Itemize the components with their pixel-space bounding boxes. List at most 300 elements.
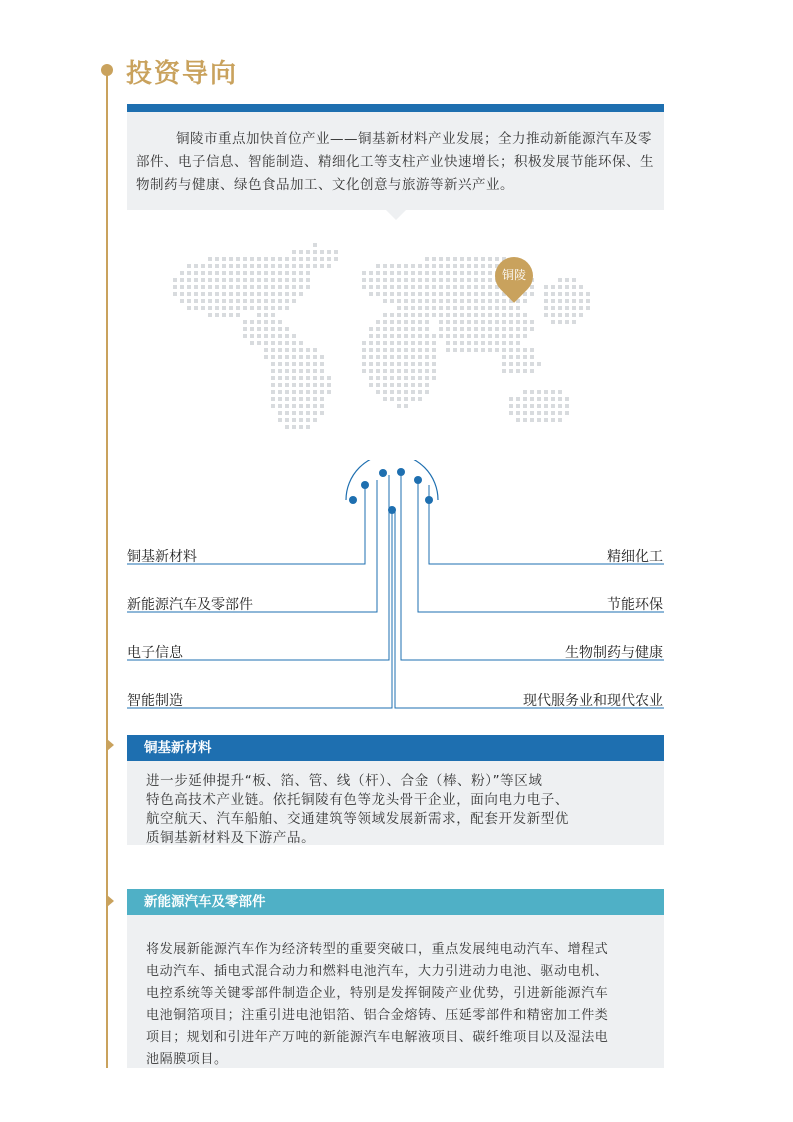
map-dot xyxy=(278,292,282,296)
map-dot xyxy=(278,320,282,324)
map-dot xyxy=(215,257,219,261)
section-line: 将发展新能源汽车作为经济转型的重要突破口，重点发展纯电动汽车、增程式 xyxy=(146,942,609,957)
map-dot xyxy=(523,327,527,331)
map-dot xyxy=(502,341,506,345)
map-dot xyxy=(467,292,471,296)
map-dot xyxy=(495,348,499,352)
page-title: 投资导向 xyxy=(126,59,239,89)
map-dot xyxy=(201,306,205,310)
map-dot xyxy=(432,299,436,303)
map-dot xyxy=(446,334,450,338)
map-dot xyxy=(201,278,205,282)
map-dot xyxy=(236,313,240,317)
map-dot xyxy=(376,327,380,331)
map-dot xyxy=(397,362,401,366)
map-dot xyxy=(495,334,499,338)
map-dot xyxy=(453,257,457,261)
map-dot xyxy=(404,397,408,401)
map-dot xyxy=(271,278,275,282)
map-dot xyxy=(383,264,387,268)
map-dot xyxy=(460,313,464,317)
map-dot xyxy=(222,264,226,268)
map-dot xyxy=(453,264,457,268)
map-dot xyxy=(397,306,401,310)
map-dot xyxy=(425,376,429,380)
line-left-3 xyxy=(127,475,389,660)
map-dot xyxy=(390,348,394,352)
map-dot xyxy=(278,306,282,310)
map-dot xyxy=(264,264,268,268)
map-dot xyxy=(404,369,408,373)
map-dot xyxy=(432,313,436,317)
map-dot xyxy=(481,327,485,331)
map-dot xyxy=(425,362,429,366)
map-dot xyxy=(488,313,492,317)
section-line: 电池铜箔项目；注重引进电池铝箔、铝合金熔铸、压延零部件和精密加工件类 xyxy=(146,1008,609,1023)
map-dot xyxy=(257,278,261,282)
map-dot xyxy=(586,306,590,310)
map-dot xyxy=(390,313,394,317)
map-dot xyxy=(229,299,233,303)
map-dot xyxy=(397,404,401,408)
map-dot xyxy=(404,320,408,324)
map-dot xyxy=(572,285,576,289)
map-dot xyxy=(278,397,282,401)
map-dot xyxy=(306,348,310,352)
map-dot xyxy=(474,348,478,352)
map-dot xyxy=(425,278,429,282)
map-dot xyxy=(432,306,436,310)
map-dot xyxy=(411,341,415,345)
map-dot xyxy=(250,285,254,289)
map-dot xyxy=(558,411,562,415)
map-dot xyxy=(271,355,275,359)
map-dot xyxy=(362,285,366,289)
map-dot xyxy=(369,362,373,366)
map-dot xyxy=(488,341,492,345)
map-dot xyxy=(579,299,583,303)
map-dot xyxy=(299,285,303,289)
map-dot xyxy=(446,257,450,261)
map-dot xyxy=(404,383,408,387)
map-dot xyxy=(292,390,296,394)
map-dot xyxy=(404,348,408,352)
map-dot xyxy=(390,271,394,275)
map-dot xyxy=(502,327,506,331)
map-dot xyxy=(425,257,429,261)
map-dot xyxy=(180,271,184,275)
map-dot xyxy=(250,334,254,338)
map-dot xyxy=(362,369,366,373)
map-dot xyxy=(313,369,317,373)
map-dot xyxy=(411,306,415,310)
map-dot xyxy=(299,383,303,387)
map-dot xyxy=(278,411,282,415)
map-dot xyxy=(481,306,485,310)
map-dot xyxy=(495,313,499,317)
map-dot xyxy=(432,348,436,352)
map-dot xyxy=(271,397,275,401)
map-dot xyxy=(411,334,415,338)
map-dot xyxy=(362,362,366,366)
map-dot xyxy=(383,390,387,394)
map-dot xyxy=(215,264,219,268)
map-dot xyxy=(271,306,275,310)
map-dot xyxy=(404,306,408,310)
map-dot xyxy=(187,292,191,296)
map-dot xyxy=(250,271,254,275)
industry-right-2: 节能环保 xyxy=(607,597,663,613)
map-dot xyxy=(292,285,296,289)
map-dot xyxy=(516,306,520,310)
map-dot xyxy=(236,285,240,289)
map-dot xyxy=(306,264,310,268)
map-dot xyxy=(187,299,191,303)
map-dot xyxy=(530,327,534,331)
map-dot xyxy=(572,299,576,303)
map-dot xyxy=(439,264,443,268)
map-dot xyxy=(439,313,443,317)
map-dot xyxy=(278,383,282,387)
map-dot xyxy=(530,348,534,352)
map-dot xyxy=(509,355,513,359)
map-dot xyxy=(544,397,548,401)
map-dot xyxy=(502,362,506,366)
map-dot xyxy=(530,397,534,401)
map-dot xyxy=(530,418,534,422)
map-dot xyxy=(551,411,555,415)
map-dot xyxy=(530,369,534,373)
map-dot xyxy=(446,292,450,296)
map-dot xyxy=(397,369,401,373)
map-dot xyxy=(572,313,576,317)
map-dot xyxy=(313,418,317,422)
map-dot xyxy=(565,320,569,324)
section-line: 项目；规划和引进年产万吨的新能源汽车电解液项目、碳纤维项目以及湿法电 xyxy=(146,1030,609,1045)
map-dot xyxy=(173,285,177,289)
map-dot xyxy=(460,334,464,338)
map-dot xyxy=(187,271,191,275)
map-dot xyxy=(208,278,212,282)
map-dot xyxy=(250,306,254,310)
map-dot xyxy=(173,278,177,282)
map-dot xyxy=(411,271,415,275)
map-dot xyxy=(369,348,373,352)
map-dot xyxy=(285,369,289,373)
map-dot xyxy=(481,348,485,352)
map-dot xyxy=(320,411,324,415)
map-dot xyxy=(194,264,198,268)
map-dot xyxy=(327,390,331,394)
map-dot xyxy=(439,327,443,331)
map-dot xyxy=(243,271,247,275)
map-dot xyxy=(194,271,198,275)
map-dot xyxy=(474,292,478,296)
map-dot xyxy=(236,271,240,275)
map-dot xyxy=(194,306,198,310)
map-dot xyxy=(194,278,198,282)
map-dot xyxy=(278,299,282,303)
map-dot xyxy=(264,271,268,275)
map-dot xyxy=(488,257,492,261)
map-dot xyxy=(299,376,303,380)
map-dot xyxy=(306,250,310,254)
map-dot xyxy=(425,383,429,387)
map-dot xyxy=(404,341,408,345)
map-dot xyxy=(446,306,450,310)
chain-node xyxy=(397,468,405,476)
map-dot xyxy=(397,299,401,303)
map-dot xyxy=(397,383,401,387)
map-dot xyxy=(488,264,492,268)
map-dot xyxy=(376,369,380,373)
map-dot xyxy=(313,243,317,247)
map-dot xyxy=(565,299,569,303)
map-dot xyxy=(306,397,310,401)
map-dot xyxy=(418,376,422,380)
map-dot xyxy=(285,341,289,345)
map-dot xyxy=(243,299,247,303)
map-dot xyxy=(397,397,401,401)
map-dot xyxy=(488,285,492,289)
map-dot xyxy=(446,313,450,317)
map-dot xyxy=(383,383,387,387)
map-dot xyxy=(537,397,541,401)
map-dot xyxy=(292,257,296,261)
map-dot xyxy=(467,327,471,331)
map-dot xyxy=(390,292,394,296)
map-dot xyxy=(523,320,527,324)
map-dot xyxy=(495,327,499,331)
map-dot xyxy=(397,390,401,394)
map-dot xyxy=(481,320,485,324)
map-dot xyxy=(180,292,184,296)
map-dot xyxy=(523,334,527,338)
map-dot xyxy=(551,404,555,408)
map-dot xyxy=(411,278,415,282)
map-dot xyxy=(201,292,205,296)
map-dot xyxy=(460,271,464,275)
map-dot xyxy=(411,369,415,373)
map-dot xyxy=(306,362,310,366)
map-dot xyxy=(306,404,310,408)
map-dot xyxy=(418,264,422,268)
map-dot xyxy=(418,306,422,310)
map-dot xyxy=(411,320,415,324)
map-dot xyxy=(376,271,380,275)
map-dot xyxy=(299,418,303,422)
map-dot xyxy=(488,278,492,282)
map-dot xyxy=(243,327,247,331)
map-dot xyxy=(369,369,373,373)
map-dot xyxy=(327,250,331,254)
map-dot xyxy=(376,341,380,345)
map-dot xyxy=(446,320,450,324)
map-dot xyxy=(467,257,471,261)
map-dot xyxy=(460,285,464,289)
map-dot xyxy=(257,292,261,296)
map-dot xyxy=(418,397,422,401)
map-dot xyxy=(516,348,520,352)
map-dot xyxy=(383,320,387,324)
map-dot xyxy=(516,404,520,408)
map-dot xyxy=(523,313,527,317)
map-dot xyxy=(537,390,541,394)
line-right-3 xyxy=(401,472,664,660)
map-dot xyxy=(397,376,401,380)
map-dot xyxy=(523,418,527,422)
map-dot xyxy=(285,376,289,380)
map-dot xyxy=(551,390,555,394)
chain-arc xyxy=(346,460,438,500)
map-dot xyxy=(257,334,261,338)
map-dot xyxy=(432,341,436,345)
map-dot xyxy=(432,278,436,282)
map-dot xyxy=(194,292,198,296)
map-dot xyxy=(404,278,408,282)
map-dot xyxy=(229,257,233,261)
map-dot xyxy=(502,348,506,352)
map-dot xyxy=(320,397,324,401)
map-dot xyxy=(523,397,527,401)
map-dot xyxy=(229,278,233,282)
map-dot xyxy=(411,327,415,331)
map-dot xyxy=(446,264,450,268)
map-dot xyxy=(460,327,464,331)
map-dot xyxy=(306,257,310,261)
map-dot xyxy=(362,348,366,352)
map-dot xyxy=(243,257,247,261)
map-dot xyxy=(432,334,436,338)
map-dot xyxy=(306,285,310,289)
map-dot xyxy=(474,299,478,303)
map-dot xyxy=(313,390,317,394)
map-dot xyxy=(215,278,219,282)
map-dot xyxy=(390,383,394,387)
map-dot xyxy=(187,285,191,289)
map-dot xyxy=(481,313,485,317)
map-dot xyxy=(292,376,296,380)
map-dot xyxy=(250,278,254,282)
map-dot xyxy=(509,313,513,317)
map-dot xyxy=(404,313,408,317)
map-dot xyxy=(390,334,394,338)
map-dot xyxy=(320,355,324,359)
map-dot xyxy=(453,299,457,303)
map-dot xyxy=(229,292,233,296)
map-dot xyxy=(250,292,254,296)
map-dot xyxy=(390,264,394,268)
map-dot xyxy=(432,292,436,296)
map-dot xyxy=(292,292,296,296)
map-dot xyxy=(397,271,401,275)
map-dot xyxy=(509,320,513,324)
map-dot xyxy=(425,355,429,359)
map-dot xyxy=(271,292,275,296)
map-dot xyxy=(257,285,261,289)
map-dot xyxy=(306,411,310,415)
map-dot xyxy=(285,390,289,394)
map-dot xyxy=(565,292,569,296)
map-dot xyxy=(411,355,415,359)
map-dot xyxy=(215,299,219,303)
map-dot xyxy=(495,320,499,324)
map-dot xyxy=(586,292,590,296)
map-dot xyxy=(383,299,387,303)
map-dot xyxy=(453,348,457,352)
map-dot xyxy=(257,306,261,310)
map-dot xyxy=(446,278,450,282)
map-dot xyxy=(299,278,303,282)
map-dot xyxy=(215,306,219,310)
map-dot xyxy=(411,376,415,380)
map-dot xyxy=(376,264,380,268)
map-dot xyxy=(551,285,555,289)
map-dot xyxy=(509,327,513,331)
map-dot xyxy=(544,404,548,408)
map-dot xyxy=(236,306,240,310)
map-dot xyxy=(558,320,562,324)
map-dot xyxy=(299,404,303,408)
map-dot xyxy=(264,257,268,261)
map-dot xyxy=(474,278,478,282)
intro-text: 铜陵市重点加快首位产业——铜基新材料产业发展；全力推动新能源汽车及零部件、电子信息、智能制造、精细化工等支柱产业快速增长；积极发展节能环保、生物制药与健康、绿色食品加工、文化创意与旅游等新兴产业。 xyxy=(136,131,654,193)
map-dot xyxy=(390,320,394,324)
map-dot xyxy=(390,397,394,401)
map-dot xyxy=(530,292,534,296)
map-dot xyxy=(264,299,268,303)
map-dot xyxy=(257,313,261,317)
map-dot xyxy=(201,285,205,289)
map-dot xyxy=(292,341,296,345)
map-dot xyxy=(376,278,380,282)
map-dot xyxy=(292,334,296,338)
map-dot xyxy=(383,341,387,345)
map-dot xyxy=(285,271,289,275)
map-dot xyxy=(453,327,457,331)
map-dot xyxy=(523,299,527,303)
map-dot xyxy=(572,292,576,296)
map-dot xyxy=(369,285,373,289)
map-dot xyxy=(411,362,415,366)
map-dot xyxy=(299,271,303,275)
map-dot xyxy=(474,334,478,338)
map-dot xyxy=(488,320,492,324)
map-dot xyxy=(453,334,457,338)
section-heading-text: 新能源汽车及零部件 xyxy=(144,894,266,910)
map-dot xyxy=(516,320,520,324)
map-dot xyxy=(453,285,457,289)
map-dot xyxy=(418,271,422,275)
industry-right-4: 现代服务业和现代农业 xyxy=(523,693,663,709)
map-dot xyxy=(313,348,317,352)
map-dot xyxy=(516,313,520,317)
map-dot xyxy=(271,390,275,394)
map-dot xyxy=(306,425,310,429)
map-dot xyxy=(320,264,324,268)
map-dot xyxy=(201,264,205,268)
map-dot xyxy=(425,292,429,296)
map-dot xyxy=(313,355,317,359)
map-dot xyxy=(418,383,422,387)
map-dot xyxy=(320,376,324,380)
map-dot xyxy=(369,376,373,380)
map-dot xyxy=(404,362,408,366)
map-dot xyxy=(187,306,191,310)
map-dot xyxy=(383,397,387,401)
map-dot xyxy=(488,306,492,310)
map-dot xyxy=(432,376,436,380)
